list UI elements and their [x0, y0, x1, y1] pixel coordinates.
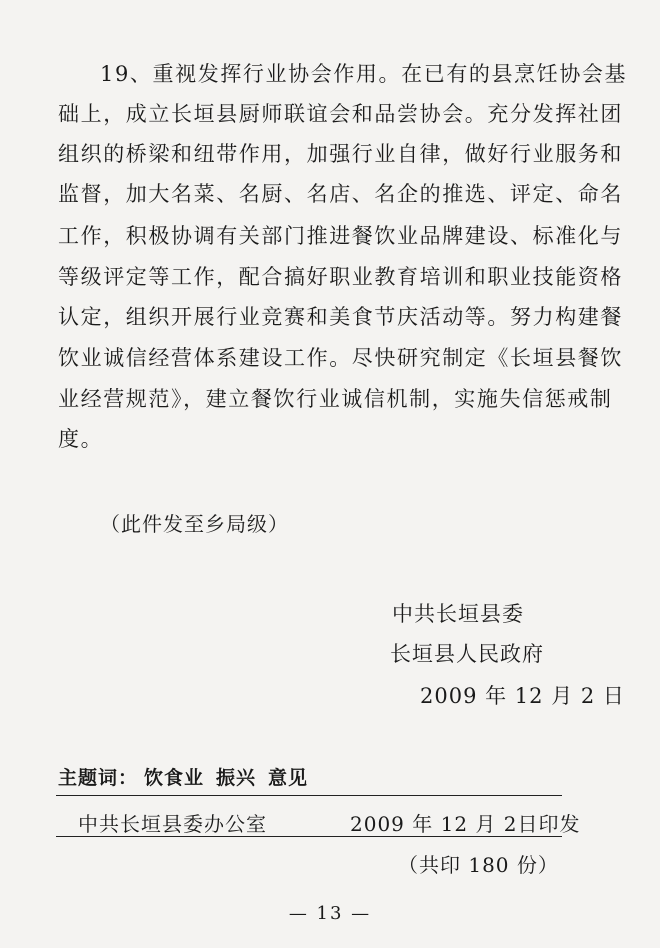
paragraph-line-5: 工作，积极协调有关部门推进餐饮业品牌建设、标准化与 — [58, 224, 623, 248]
print-copies: （共印 180 份） — [398, 853, 559, 877]
paragraph-line-2: 础上，成立长垣县厨师联谊会和品尝协会。充分发挥社团 — [58, 102, 623, 126]
paragraph-line-9: 业经营规范》，建立餐饮行业诚信机制，实施失信惩戒制 — [58, 387, 613, 411]
issue-date: 2009 年 12 月 2日印发 — [350, 812, 581, 836]
paragraph-line-1: 19、重视发挥行业协会作用。在已有的县烹饪协会基 — [100, 62, 628, 86]
paragraph-line-7: 认定，组织开展行业竞赛和美食节庆活动等。努力构建餐 — [58, 305, 623, 329]
top-rule — [56, 795, 562, 796]
page-number: — 13 — — [288, 903, 372, 924]
signature-org-party-committee: 中共长垣县委 — [392, 602, 524, 626]
signature-date: 2009 年 12 月 2 日 — [420, 684, 625, 708]
paragraph-line-10: 度。 — [58, 427, 104, 451]
keyword-item: 意见 — [268, 767, 309, 789]
paragraph-line-4: 监督，加大名菜、名厨、名店、名企的推选、评定、命名 — [58, 182, 623, 206]
keywords-label: 主题词： — [58, 767, 139, 789]
paragraph-line-8: 饮业诚信经营体系建设工作。尽快研究制定《长垣县餐饮 — [58, 346, 623, 370]
bottom-rule — [56, 836, 562, 837]
signature-org-government: 长垣县人民政府 — [390, 642, 544, 666]
paragraph-line-3: 组织的桥梁和纽带作用，加强行业自律，做好行业服务和 — [58, 142, 623, 166]
keywords-line — [58, 763, 320, 790]
paragraph-line-6: 等级评定等工作，配合搞好职业教育培训和职业技能资格 — [58, 265, 623, 289]
keyword-item: 饮食业 — [144, 767, 205, 789]
issuing-office: 中共长垣县委办公室 — [78, 812, 267, 836]
distribution-note: （此件发至乡局级） — [100, 512, 289, 536]
keyword-item: 振兴 — [216, 767, 257, 789]
